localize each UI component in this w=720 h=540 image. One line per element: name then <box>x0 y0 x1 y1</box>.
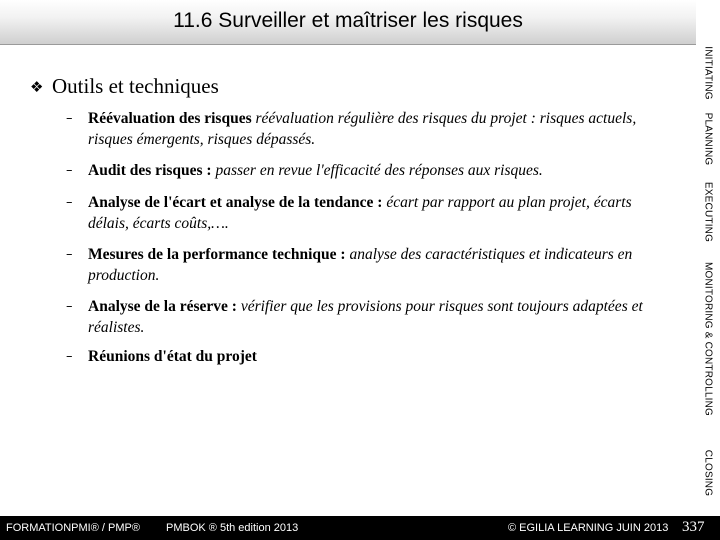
phase-label: INITIATING <box>702 46 714 100</box>
item-description: réévaluation régulière des risques du projet : risques actuels, risques émergents, risques dépassés. <box>88 110 637 148</box>
dash-bullet-icon: – <box>66 247 73 262</box>
item-term: Réévaluation des risques <box>88 110 252 127</box>
item-description: analyse des caractéristiques et indicateurs en production. <box>88 246 633 284</box>
item-description: écart par rapport au plan projet, écarts délais, écarts coûts,…. <box>88 194 632 232</box>
footer-copyright: © EGILIA LEARNING JUIN 2013 <box>508 522 669 534</box>
list-item <box>66 192 676 234</box>
footer-bar <box>0 516 720 540</box>
slide-title: 11.6 Surveiller et maîtriser les risques <box>173 9 523 32</box>
section-heading <box>30 74 219 99</box>
dash-bullet-icon: – <box>66 111 73 126</box>
item-description: vérifier que les provisions pour risques sont toujours adaptées et réalistes. <box>88 298 643 336</box>
footer-course: FORMATIONPMI® / PMP® <box>6 522 140 534</box>
list-item <box>66 244 676 286</box>
list-item <box>66 346 257 367</box>
phase-label: EXECUTING <box>702 181 714 243</box>
dash-bullet-icon: – <box>66 195 73 210</box>
dash-bullet-icon: – <box>66 299 73 314</box>
list-item <box>66 160 543 181</box>
phase-closing <box>696 440 720 506</box>
page-number: 337 <box>682 519 705 535</box>
section-heading-text: Outils et techniques <box>52 74 219 98</box>
phase-label: PLANNING <box>702 112 714 166</box>
phase-executing <box>696 176 720 248</box>
footer-edition: PMBOK ® 5th edition 2013 <box>166 522 299 534</box>
list-item <box>66 108 676 150</box>
dash-bullet-icon: – <box>66 349 73 364</box>
item-term: Mesures de la performance technique : <box>88 246 346 263</box>
dash-bullet-icon: – <box>66 163 73 178</box>
phase-sidebar <box>696 0 720 540</box>
phase-label: CLOSING <box>702 449 714 497</box>
item-term: Analyse de l'écart et analyse de la tendance : <box>88 194 383 211</box>
item-term: Audit des risques : <box>88 162 212 179</box>
phase-initiating <box>696 40 720 106</box>
list-item <box>66 296 676 338</box>
phase-planning <box>696 106 720 172</box>
item-description: passer en revue l'efficacité des réponses aux risques. <box>215 162 543 179</box>
item-term: Réunions d'état du projet <box>88 348 257 365</box>
diamond-bullet-icon: ❖ <box>30 77 44 96</box>
item-term: Analyse de la réserve : <box>88 298 237 315</box>
title-bar <box>0 0 696 45</box>
phase-label: MONITORING & CONTROLLING <box>702 261 714 417</box>
phase-monitoring-controlling <box>696 254 720 424</box>
